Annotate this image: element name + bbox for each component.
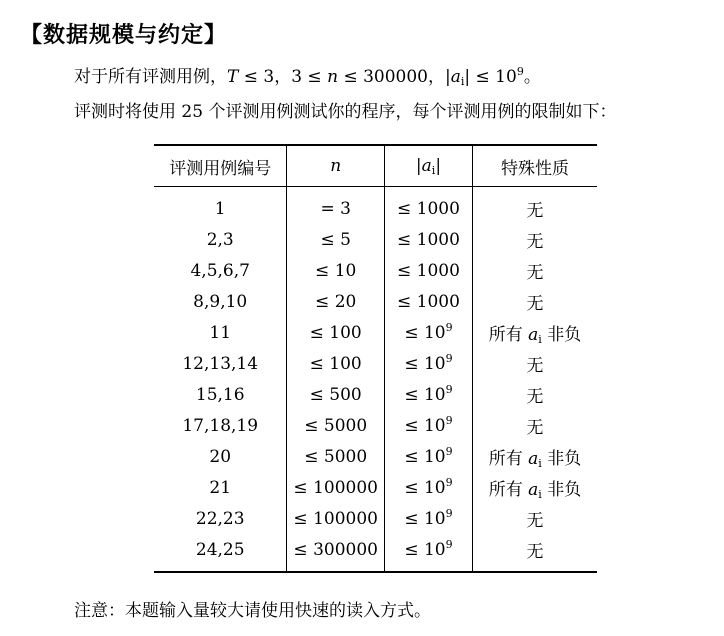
cell-n-limit: ≤ 20 (287, 286, 385, 317)
cell-n-limit: ≤ 100 (287, 317, 385, 348)
cell-special-property: 所有 $a_i$ 非负 (488, 325, 582, 346)
cell-n-limit: ≤ 100000 (287, 472, 385, 503)
cell-special-property: 无 (526, 418, 544, 438)
cell-test-id: 17,18,19 (154, 410, 287, 441)
cell-special-property: 无 (526, 356, 544, 376)
cell-a-limit: ≤ 1000 (384, 255, 472, 286)
cell-test-id: 21 (154, 472, 287, 503)
cell-a-limit: ≤ $10^9$ (384, 534, 472, 572)
cell-n-limit: ≤ 5000 (287, 410, 385, 441)
cell-n-limit: ≤ 5 (287, 224, 385, 255)
table-row (154, 441, 597, 472)
table-row (154, 534, 597, 572)
cell-a-limit: ≤ 1000 (384, 224, 472, 255)
table-row (154, 410, 597, 441)
cell-a-limit: ≤ $10^9$ (384, 348, 472, 379)
cell-n-limit: ≤ 100 (287, 348, 385, 379)
cell-test-id: 2,3 (154, 224, 287, 255)
cell-special-property: 无 (526, 542, 544, 562)
table-row (154, 255, 597, 286)
cell-n-limit: ≤ 5000 (287, 441, 385, 472)
table-row (154, 379, 597, 410)
cell-n-limit: ≤ 100000 (287, 503, 385, 534)
table-row (154, 472, 597, 503)
cell-a-limit: ≤ 1000 (384, 286, 472, 317)
test-case-description: 评测时将使用 25 个评测用例测试你的程序，每个评测用例的限制如下： (74, 102, 617, 122)
cell-a-limit: ≤ $10^9$ (384, 472, 472, 503)
table-row (154, 187, 597, 225)
cell-a-limit: ≤ $10^9$ (384, 410, 472, 441)
cell-test-id: 15,16 (154, 379, 287, 410)
table-row (154, 286, 597, 317)
cell-test-id: 11 (154, 317, 287, 348)
header-n: n (287, 145, 385, 187)
cell-a-limit: ≤ 1000 (384, 187, 472, 225)
table-row (154, 503, 597, 534)
cell-test-id: 1 (154, 187, 287, 225)
cell-test-id: 22,23 (154, 503, 287, 534)
header-test-id: 评测用例编号 (154, 145, 287, 187)
table-row (154, 224, 597, 255)
cell-special-property: 无 (526, 387, 544, 407)
cell-test-id: 24,25 (154, 534, 287, 572)
cell-special-property: 无 (526, 232, 544, 252)
cell-test-id: 20 (154, 441, 287, 472)
cell-test-id: 4,5,6,7 (154, 255, 287, 286)
cell-special-property: 无 (526, 201, 544, 221)
test-case-table (154, 144, 597, 573)
cell-a-limit: ≤ $10^9$ (384, 441, 472, 472)
cell-special-property: 无 (526, 511, 544, 531)
cell-n-limit: = 3 (287, 187, 385, 225)
section-heading: 【数据规模与约定】 (20, 23, 228, 48)
table-row (154, 348, 597, 379)
cell-n-limit: ≤ 500 (287, 379, 385, 410)
cell-special-property: 无 (526, 294, 544, 314)
io-note: 注意：本题输入量较大请使用快速的读入方式。 (74, 601, 431, 621)
table-row (154, 317, 597, 348)
cell-a-limit: ≤ $10^9$ (384, 503, 472, 534)
cell-special-property: 所有 $a_i$ 非负 (488, 449, 582, 470)
table-header-row (154, 145, 597, 187)
cell-special-property: 无 (526, 263, 544, 283)
header-special-property: 特殊性质 (500, 158, 569, 179)
header-abs-a: $|a_i|$ (384, 145, 472, 187)
cell-test-id: 12,13,14 (154, 348, 287, 379)
cell-a-limit: ≤ $10^9$ (384, 317, 472, 348)
cell-n-limit: ≤ 300000 (287, 534, 385, 572)
constraints-intro: 对于所有评测用例，T ≤ 3，3 ≤ n ≤ 300000，$|a_i| \le 10^9$。 (74, 65, 541, 88)
cell-special-property: 所有 $a_i$ 非负 (488, 480, 582, 501)
cell-n-limit: ≤ 10 (287, 255, 385, 286)
cell-a-limit: ≤ $10^9$ (384, 379, 472, 410)
cell-test-id: 8,9,10 (154, 286, 287, 317)
